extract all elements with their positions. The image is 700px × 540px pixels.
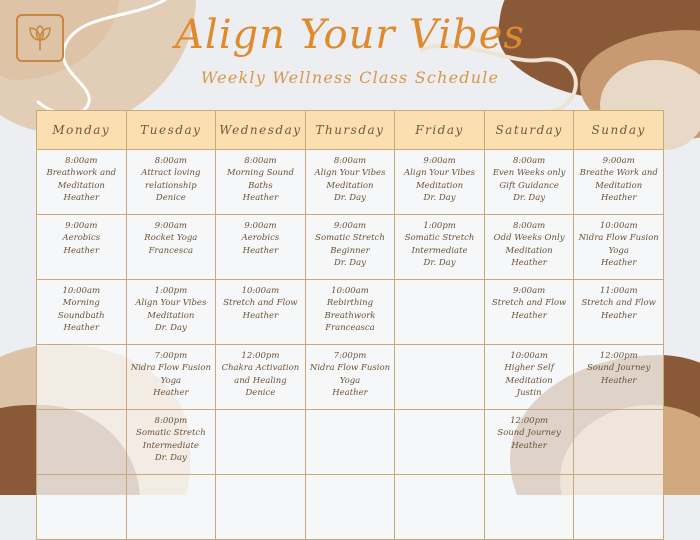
table-row — [37, 215, 664, 280]
schedule-cell-empty — [37, 475, 127, 540]
class-entry — [576, 155, 661, 204]
class-time: 9:00am — [423, 156, 456, 166]
class-name: Aerobics — [241, 233, 280, 244]
class-time: 8:00am — [154, 156, 187, 166]
schedule-cell — [574, 345, 664, 410]
schedule-cell — [216, 215, 306, 280]
schedule-cell-empty — [305, 475, 395, 540]
class-time: 10:00am — [331, 286, 369, 296]
class-instructor: Dr. Day — [423, 192, 456, 203]
schedule-cell — [37, 280, 127, 345]
class-name: Nidra Flow Fusion Yoga — [578, 233, 659, 256]
column-header-monday: Monday — [37, 111, 127, 150]
class-name: Somatic Stretch Beginner — [315, 233, 385, 256]
class-instructor: Denice — [155, 192, 186, 203]
class-name: Higher Self Meditation — [504, 363, 554, 386]
class-instructor: Francesca — [148, 245, 194, 256]
class-entry — [39, 220, 124, 257]
schedule-cell-empty — [395, 280, 485, 345]
class-name: Breathe Work and Meditation — [579, 168, 658, 191]
class-instructor: Heather — [242, 245, 279, 256]
class-time: 10:00am — [241, 286, 280, 296]
class-entry — [487, 155, 572, 204]
class-entry — [576, 285, 661, 322]
schedule-cell-empty — [216, 475, 306, 540]
class-name: Odd Weeks Only Meditation — [493, 233, 565, 256]
schedule-cell — [126, 410, 216, 475]
schedule-cell — [126, 215, 216, 280]
table-row — [37, 280, 664, 345]
class-instructor: Heather — [242, 310, 279, 321]
class-instructor: Heather — [63, 322, 100, 333]
class-time: 7:00pm — [154, 351, 188, 361]
schedule-cell — [484, 410, 574, 475]
class-entry — [308, 220, 393, 269]
class-name: Somatic Stretch Intermediate — [404, 233, 475, 256]
class-instructor: Denice — [245, 387, 276, 398]
schedule-cell — [126, 280, 216, 345]
class-time: 9:00am — [512, 286, 546, 296]
class-time: 8:00am — [244, 156, 277, 166]
class-name: Chakra Activation and Healing — [221, 363, 300, 386]
class-entry — [487, 285, 572, 322]
class-name: Sound Journey — [497, 428, 561, 439]
class-instructor: Heather — [63, 245, 100, 256]
class-time: 12:00pm — [241, 351, 280, 361]
class-name: Stretch and Flow — [491, 298, 567, 309]
class-name: Stretch and Flow — [223, 298, 298, 309]
class-time: 10:00am — [599, 221, 638, 231]
class-entry — [308, 350, 393, 399]
table-row — [37, 150, 664, 215]
class-time: 10:00am — [62, 286, 101, 296]
class-instructor: Heather — [600, 192, 637, 203]
weekly-schedule-table — [36, 110, 664, 540]
table-row — [37, 475, 664, 540]
schedule-cell — [484, 280, 574, 345]
class-time: 9:00am — [154, 221, 187, 231]
schedule-cell — [305, 345, 395, 410]
class-name: Rocket Yoga — [144, 233, 198, 244]
schedule-cell-empty — [484, 475, 574, 540]
class-time: 8:00am — [512, 221, 546, 231]
class-name: Sound Journey — [586, 363, 651, 374]
schedule-cell — [484, 345, 574, 410]
schedule-cell-empty — [216, 410, 306, 475]
class-entry — [487, 350, 572, 399]
class-time: 12:00pm — [599, 351, 638, 361]
class-instructor: Franceasca — [325, 322, 375, 333]
schedule-cell-empty — [574, 410, 664, 475]
schedule-cell-empty — [305, 410, 395, 475]
class-time: 1:00pm — [154, 286, 188, 296]
table-header-row — [37, 111, 664, 150]
schedule-cell-empty — [37, 345, 127, 410]
schedule-cell — [216, 345, 306, 410]
class-time: 9:00am — [244, 221, 277, 231]
class-entry — [308, 285, 393, 334]
class-entry — [218, 285, 303, 322]
class-time: 9:00am — [333, 221, 367, 231]
class-time: 9:00am — [65, 221, 98, 231]
schedule-cell-empty — [395, 475, 485, 540]
schedule-cell — [395, 215, 485, 280]
schedule-cell — [305, 150, 395, 215]
class-instructor: Heather — [63, 192, 100, 203]
table-body — [37, 150, 664, 540]
class-instructor: Heather — [600, 310, 637, 321]
class-entry — [129, 415, 214, 464]
class-instructor: Heather — [332, 387, 368, 398]
class-entry — [487, 220, 572, 269]
class-instructor: Heather — [511, 310, 547, 321]
class-entry — [39, 155, 124, 204]
class-name: Stretch and Flow — [581, 298, 656, 309]
schedule-cell — [37, 215, 127, 280]
schedule-cell-empty — [395, 345, 485, 410]
schedule-cell — [126, 150, 216, 215]
column-header-sunday: Sunday — [574, 111, 664, 150]
class-entry — [218, 220, 303, 257]
column-header-saturday: Saturday — [484, 111, 574, 150]
class-time: 8:00am — [65, 156, 98, 166]
class-time: 8:00pm — [154, 416, 188, 426]
document-header — [0, 12, 700, 87]
class-entry — [218, 155, 303, 204]
class-name: Nidra Flow Fusion Yoga — [130, 363, 211, 386]
schedule-cell — [574, 215, 664, 280]
class-time: 12:00pm — [510, 416, 549, 426]
class-entry — [576, 220, 661, 269]
schedule-cell — [484, 215, 574, 280]
class-entry — [308, 155, 393, 204]
class-entry — [397, 220, 482, 269]
class-name: Aerobics — [62, 233, 101, 244]
schedule-cell — [305, 280, 395, 345]
class-name: Attract loving relationship — [141, 168, 201, 191]
class-entry — [218, 350, 303, 399]
schedule-cell — [305, 215, 395, 280]
class-name: Morning Sound Baths — [226, 168, 294, 191]
class-name: Somatic Stretch Intermediate — [136, 428, 206, 451]
table-row — [37, 345, 664, 410]
class-entry — [397, 155, 482, 204]
schedule-cell — [126, 345, 216, 410]
schedule-cell — [216, 150, 306, 215]
class-name: Nidra Flow Fusion Yoga — [309, 363, 391, 386]
class-name: Align Your Vibes Meditation — [314, 168, 386, 191]
class-entry — [576, 350, 661, 387]
column-header-thursday: Thursday — [305, 111, 395, 150]
class-instructor: Heather — [242, 192, 279, 203]
page-subtitle: Weekly Wellness Class Schedule — [200, 68, 500, 87]
column-header-wednesday: Wednesday — [216, 111, 306, 150]
class-name: Breathwork and Meditation — [46, 168, 117, 191]
class-time: 8:00am — [512, 156, 546, 166]
class-name: Align Your Vibes Meditation — [135, 298, 207, 321]
class-time: 1:00pm — [423, 221, 456, 231]
class-instructor: Dr. Day — [154, 452, 187, 463]
class-entry — [487, 415, 572, 452]
class-instructor: Heather — [511, 440, 547, 451]
class-instructor: Heather — [511, 257, 547, 268]
class-entry — [129, 155, 214, 204]
class-time: 8:00am — [333, 156, 367, 166]
class-instructor: Dr. Day — [333, 257, 366, 268]
table-row — [37, 410, 664, 475]
class-time: 9:00am — [602, 156, 635, 166]
class-instructor: Dr. Day — [513, 192, 546, 203]
page-title: Align Your Vibes — [175, 12, 525, 58]
class-name: Morning Soundbath — [57, 298, 105, 321]
schedule-cell-empty — [126, 475, 216, 540]
class-instructor: Dr. Day — [423, 257, 456, 268]
column-header-friday: Friday — [395, 111, 485, 150]
class-instructor: Heather — [153, 387, 189, 398]
class-name: Align Your Vibes Meditation — [404, 168, 476, 191]
class-time: 7:00pm — [333, 351, 367, 361]
schedule-cell-empty — [37, 410, 127, 475]
class-instructor: Justin — [516, 387, 542, 398]
schedule-cell — [574, 280, 664, 345]
column-header-tuesday: Tuesday — [126, 111, 216, 150]
schedule-cell — [216, 280, 306, 345]
class-instructor: Heather — [600, 257, 637, 268]
class-time: 10:00am — [510, 351, 548, 361]
schedule-cell-empty — [574, 475, 664, 540]
schedule-cell-empty — [395, 410, 485, 475]
class-entry — [129, 285, 214, 334]
class-instructor: Dr. Day — [154, 322, 187, 333]
schedule-cell — [37, 150, 127, 215]
schedule-cell — [395, 150, 485, 215]
class-time: 11:00am — [599, 286, 638, 296]
schedule-cell — [574, 150, 664, 215]
class-instructor: Dr. Day — [333, 192, 366, 203]
schedule-container — [36, 110, 664, 540]
class-name: Even Weeks only Gift Guidance — [492, 168, 566, 191]
schedule-cell — [484, 150, 574, 215]
class-entry — [39, 285, 124, 334]
class-entry — [129, 350, 214, 399]
class-entry — [129, 220, 214, 257]
class-name: Rebirthing Breathwork — [324, 298, 376, 321]
class-instructor: Heather — [600, 375, 637, 386]
